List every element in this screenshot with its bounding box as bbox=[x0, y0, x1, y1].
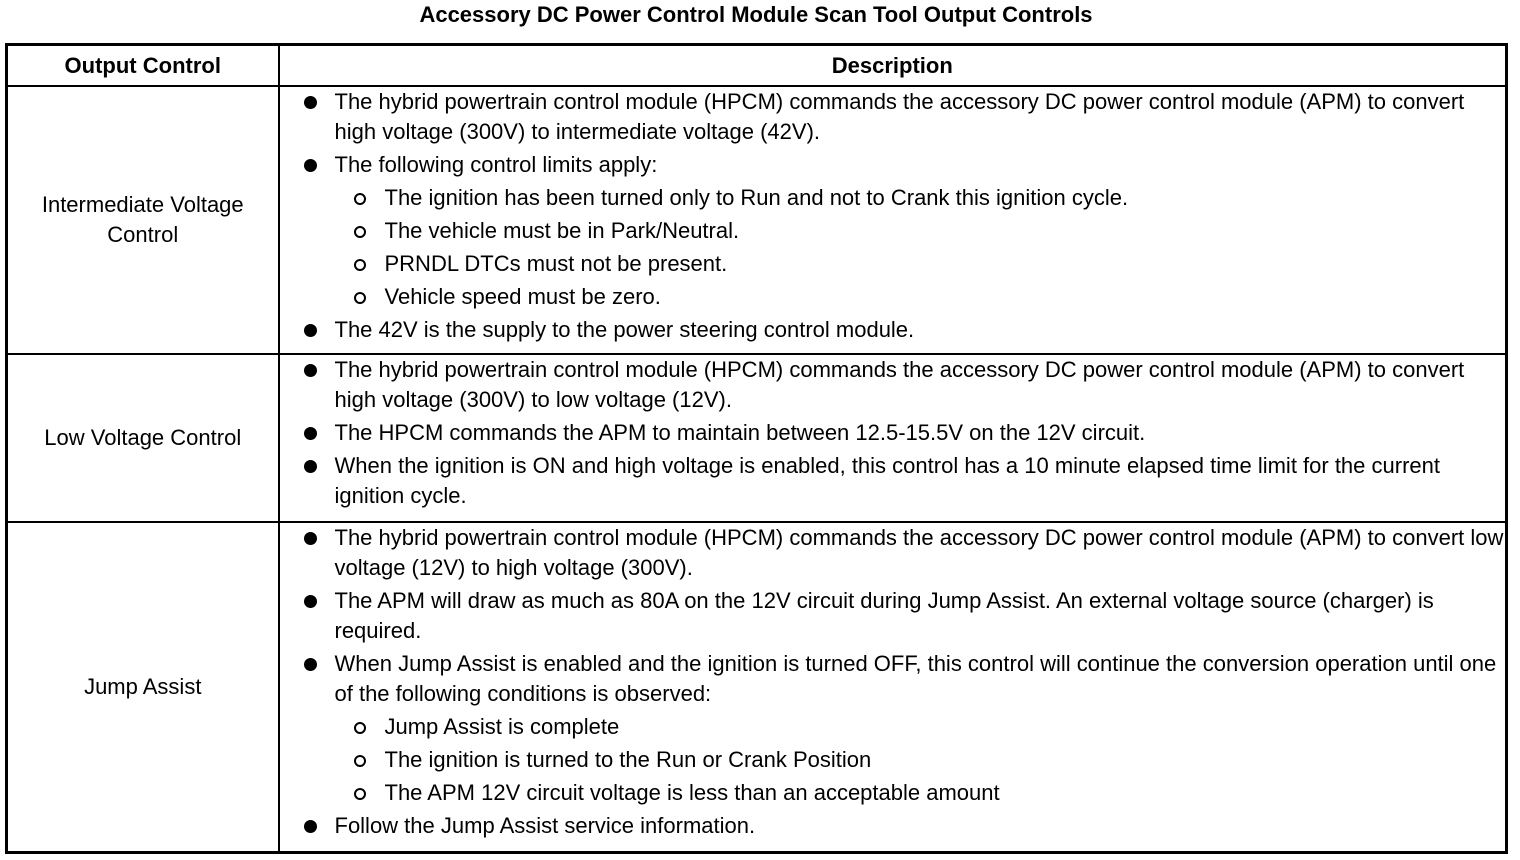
bullet-icon bbox=[304, 427, 317, 440]
list-item-text: The HPCM commands the APM to maintain between 12.5-15.5V on the 12V circuit. bbox=[334, 420, 1146, 445]
sub-list-item bbox=[335, 183, 1506, 213]
bullet-list bbox=[280, 355, 1506, 511]
table-row bbox=[7, 354, 1507, 522]
table-row bbox=[7, 522, 1507, 853]
bullet-icon bbox=[304, 159, 317, 172]
sub-list-item bbox=[335, 712, 1506, 742]
bullet-icon bbox=[304, 658, 317, 671]
list-item-text: The hybrid powertrain control module (HPCM) commands the accessory DC power control module (APM) to convert low voltage (12V) to high voltage (300V). bbox=[334, 525, 1504, 580]
description-cell bbox=[279, 522, 1507, 853]
list-item-text: When the ignition is ON and high voltage is enabled, this control has a 10 minute elapsed time limit for the current ignition cycle. bbox=[334, 453, 1440, 508]
sub-list-item bbox=[335, 282, 1506, 312]
list-item bbox=[280, 523, 1506, 583]
sub-list-item-text: Jump Assist is complete bbox=[384, 714, 620, 739]
bullet-icon bbox=[304, 460, 317, 473]
bullet-icon bbox=[304, 595, 317, 608]
sub-list-item-text: The APM 12V circuit voltage is less than an acceptable amount bbox=[384, 780, 1000, 805]
description-cell bbox=[279, 86, 1507, 354]
list-item bbox=[280, 87, 1506, 147]
circle-bullet-icon bbox=[354, 755, 366, 767]
output-control-cell: Jump Assist bbox=[7, 522, 279, 853]
list-item bbox=[280, 649, 1506, 808]
sub-list-item-text: The vehicle must be in Park/Neutral. bbox=[384, 218, 740, 243]
list-item bbox=[280, 355, 1506, 415]
circle-bullet-icon bbox=[354, 259, 366, 271]
list-item-text: The hybrid powertrain control module (HPCM) commands the accessory DC power control module (APM) to convert high voltage (300V) to intermediate voltage (42V). bbox=[334, 89, 1465, 144]
table-row bbox=[7, 86, 1507, 354]
description-cell bbox=[279, 354, 1507, 522]
circle-bullet-icon bbox=[354, 292, 366, 304]
column-header-output-control: Output Control bbox=[7, 45, 279, 87]
sub-list-item-text: The ignition has been turned only to Run and not to Crank this ignition cycle. bbox=[384, 185, 1129, 210]
list-item-text: When Jump Assist is enabled and the ignition is turned OFF, this control will continue the conversion operation until one of the following conditions is observed: bbox=[334, 651, 1497, 706]
list-item bbox=[280, 451, 1506, 511]
sub-list-item bbox=[335, 249, 1506, 279]
column-header-description: Description bbox=[279, 45, 1507, 87]
bullet-icon bbox=[304, 820, 317, 833]
list-item-text: The APM will draw as much as 80A on the 12V circuit during Jump Assist. An external voltage source (charger) is required. bbox=[334, 588, 1434, 643]
output-control-cell: Intermediate Voltage Control bbox=[7, 86, 279, 354]
bullet-list bbox=[280, 523, 1506, 841]
list-item bbox=[280, 811, 1506, 841]
output-control-cell: Low Voltage Control bbox=[7, 354, 279, 522]
bullet-icon bbox=[304, 364, 317, 377]
bullet-icon bbox=[304, 532, 317, 545]
circle-bullet-icon bbox=[354, 226, 366, 238]
sub-list-item-text: The ignition is turned to the Run or Crank Position bbox=[384, 747, 872, 772]
list-item bbox=[280, 418, 1506, 448]
circle-bullet-icon bbox=[354, 788, 366, 800]
sub-bullet-list bbox=[335, 183, 1506, 312]
sub-list-item bbox=[335, 745, 1506, 775]
circle-bullet-icon bbox=[354, 193, 366, 205]
circle-bullet-icon bbox=[354, 722, 366, 734]
sub-list-item bbox=[335, 778, 1506, 808]
bullet-list bbox=[280, 87, 1506, 345]
list-item-text: Follow the Jump Assist service information. bbox=[334, 813, 756, 838]
bullet-icon bbox=[304, 324, 317, 337]
list-item bbox=[280, 150, 1506, 312]
sub-list-item bbox=[335, 216, 1506, 246]
sub-list-item-text: PRNDL DTCs must not be present. bbox=[384, 251, 728, 276]
table-header-row bbox=[7, 45, 1507, 87]
list-item-text: The hybrid powertrain control module (HPCM) commands the accessory DC power control module (APM) to convert high voltage (300V) to low voltage (12V). bbox=[334, 357, 1465, 412]
output-controls-table bbox=[5, 43, 1508, 854]
list-item-text: The 42V is the supply to the power steering control module. bbox=[334, 317, 915, 342]
bullet-icon bbox=[304, 96, 317, 109]
sub-bullet-list bbox=[335, 712, 1506, 808]
list-item bbox=[280, 315, 1506, 345]
list-item-text: The following control limits apply: bbox=[334, 152, 658, 177]
document-title: Accessory DC Power Control Module Scan Tool Output Controls bbox=[419, 2, 1093, 27]
list-item bbox=[280, 586, 1506, 646]
sub-list-item-text: Vehicle speed must be zero. bbox=[384, 284, 661, 309]
